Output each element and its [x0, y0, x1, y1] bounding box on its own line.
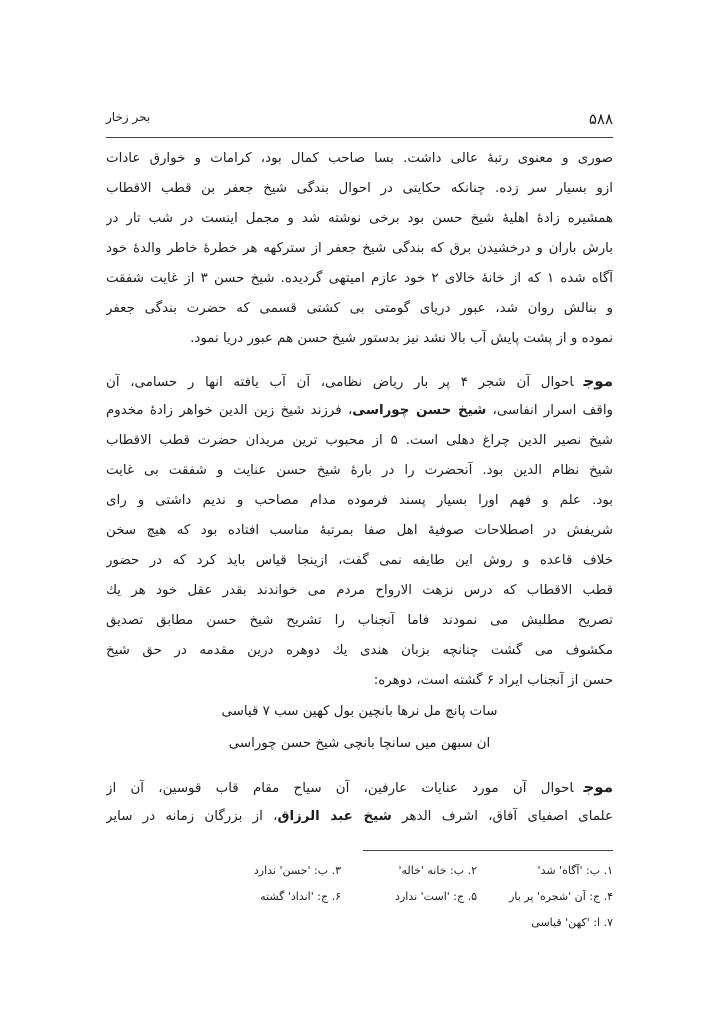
- text-run: علمای اصفیای آفاق، اشرف الدهر: [391, 809, 613, 824]
- footnotes: [106, 858, 613, 936]
- text-line: ازو بسیار سر زده. چنانکه حکایتی در احوال بندگی شیخ جعفر بن قطب الاقطاب: [106, 181, 613, 196]
- text-line: خلاف قاعده و روش این طایفه نمی گفت، ازینجا قیاس باید کرد که در حضور: [106, 553, 613, 568]
- text-line: قطب الاقطاب که درس نزهت الارواح مردم می خواندند بقدر عقل خود هر یك: [106, 583, 613, 598]
- section-heading: موج: [583, 372, 613, 390]
- person-name: شیخ حسن چوراسی: [352, 403, 487, 418]
- footnote: ۶. ج: 'انداد' گشته: [260, 890, 341, 903]
- text-run: احوال آن مورد عنایات عارفین، آن سیاح مقام قاب قوسین، آن از: [106, 781, 574, 796]
- section-heading: موج: [583, 778, 613, 796]
- text-run: احوال آن شجر ۴ پر بار ریاض نظامی، آن آب یافته انها ر حسامی، آن: [106, 375, 574, 390]
- verse-block: [106, 696, 613, 760]
- text-line: شیخ نصیر الدین چراغ دهلی است. ۵ از محبوب ترین مریدان حضرت قطب الاقطاب: [106, 433, 613, 448]
- text-line: شیخ نظام الدین بود. آنحضرت را در بارهٔ شیخ حسن عنایت و شفقت بی غایت: [106, 463, 613, 478]
- paragraph-gap: [106, 760, 613, 772]
- paragraph-3: [106, 772, 613, 832]
- footnote: ۳. ب: 'حسن' ندارد: [253, 864, 341, 877]
- body-text: [106, 144, 613, 832]
- text-line: تصریح مطلبش می نمودند فاما آنجناب را تشریح شیخ حسن مطابق تصدیق: [106, 613, 613, 628]
- footnote-row: [106, 910, 613, 936]
- header-rule: [106, 137, 613, 138]
- footnote: ۵. ج: 'است' ندارد: [395, 890, 477, 903]
- paragraph-gap: [106, 354, 613, 366]
- footnote: ۴. ج: آن 'شجره' پر بار: [509, 890, 613, 903]
- verse-line: سات پانچ مل نرها بانچین بول کهین سب ۷ قیاسی: [221, 704, 498, 719]
- text-run: واقف اسرار انفاسی،: [486, 403, 613, 418]
- text-line: [106, 772, 613, 802]
- text-line: بود. علم و فهم اورا بسیار پسند فرموده مدام مصاحب و ندیم داشتی و رای: [106, 493, 613, 508]
- text-line: شریفش در اصطلاحات صوفیهٔ اهل صفا بمرتبهٔ مناسب افتاده بود که هیچ سخن: [106, 523, 613, 538]
- footnote-rule: [363, 850, 613, 851]
- person-name: شیخ عبد الرزاق: [277, 809, 392, 824]
- text-line: بارش باران و درخشیدن برق که بندگی شیخ جعفر از سترکهه هر خطرهٔ خاطر والدهٔ خود: [106, 241, 613, 256]
- footnote: ۷. ا: 'کهن' قیاسی: [531, 916, 613, 929]
- running-header: [106, 106, 613, 136]
- footnote: ۱. ب: 'آگاه' شد': [537, 864, 613, 877]
- text-line: همشیره زادهٔ اهلیهٔ شیخ حسن بود برخی نوشته شد و مجمل اینست در شب تار در: [106, 211, 613, 226]
- text-run: ، از بزرگان زمانه در سایر: [106, 809, 278, 824]
- text-line: حسن از آنجناب ایراد ۶ گشته است، دوهره:: [373, 673, 613, 688]
- footnote-row: [106, 884, 613, 910]
- paragraph-1: [106, 144, 613, 354]
- text-line: [106, 802, 613, 832]
- page-number: ۵۸۸: [588, 110, 613, 128]
- text-line: [106, 396, 613, 426]
- verse-line: ان سبهن میں سانچا بانچی شیخ حسن چوراسی: [228, 736, 491, 751]
- footnote-row: [106, 858, 613, 884]
- text-line: صوری و معنوی رتبهٔ عالی داشت. بسا صاحب کمال بود، کرامات و خوارق عادات: [106, 151, 613, 166]
- running-title: بحر زخار: [106, 110, 151, 124]
- text-line: نموده و از پشت پایش آب بالا نشد نیز بدستور شیخ حسن هم عبور دریا نمود.: [190, 331, 613, 346]
- paragraph-2: [106, 366, 613, 696]
- text-line: آگاه شده ۱ که از خانهٔ خالای ۲ خود عازم امیتهی گردیده. شیخ حسن ۳ از غایت شفقت: [106, 271, 613, 286]
- text-line: مکشوف می گشت چنانچه بزبان هندی یك دوهره درین مقدمه در حق شیخ: [106, 643, 613, 658]
- text-run: ، فرزند شیخ زین الدین خواهر زادهٔ مخدوم: [106, 403, 353, 418]
- text-line: [106, 366, 613, 396]
- footnote: ۲. ب: خانه 'خاله': [398, 864, 477, 877]
- text-line: و بنالش روان شد، عبور دریای گومتی بی کشتی قسمی که حضرت بندگی جعفر: [106, 301, 613, 316]
